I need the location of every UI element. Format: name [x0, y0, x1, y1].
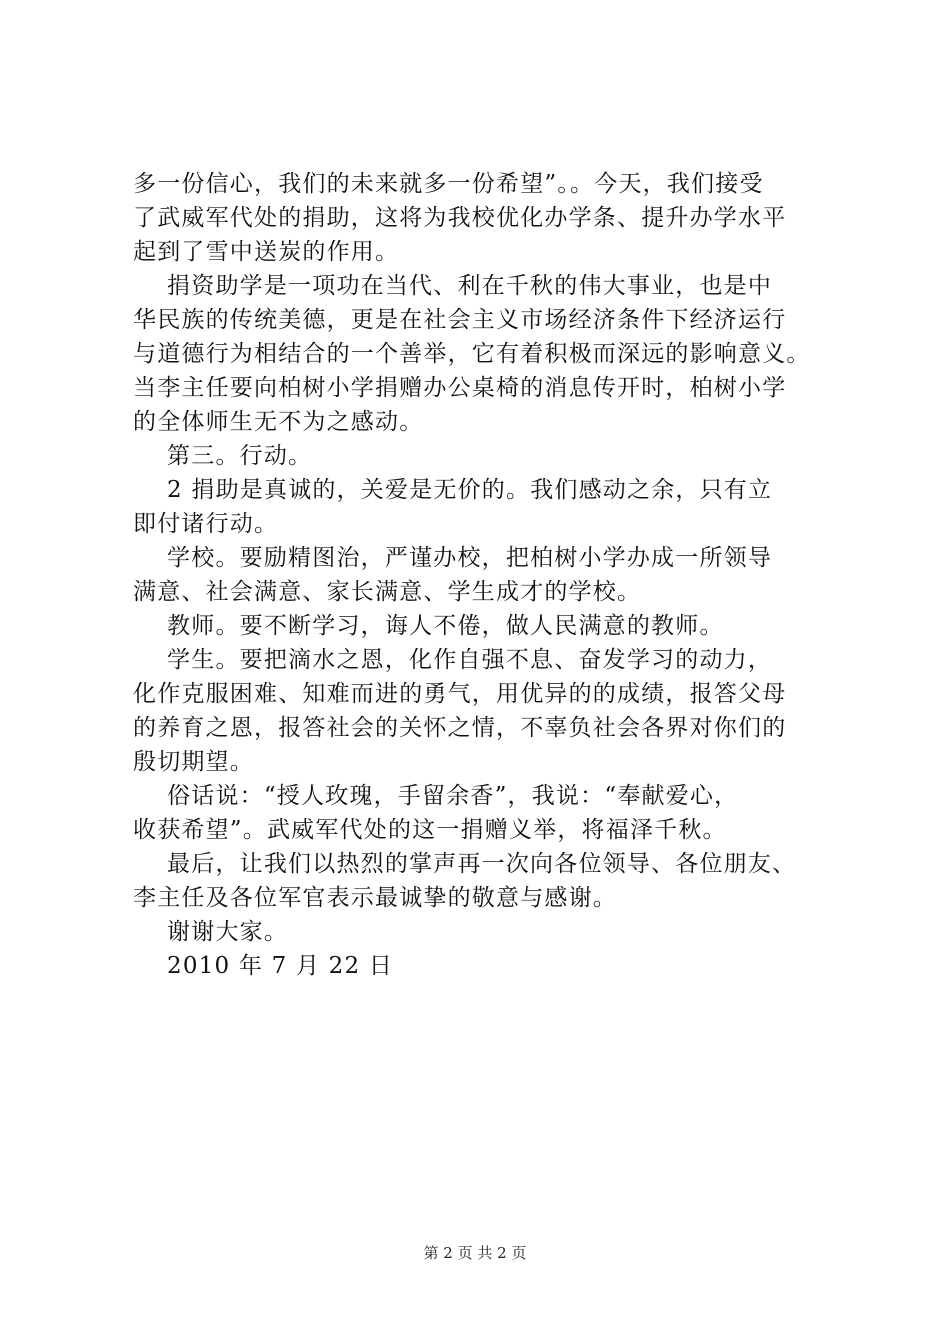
text-line: 教师。要不断学习，诲人不倦，做人民满意的教师。	[133, 613, 724, 639]
text-line: 当李主任要向柏树小学捐赠办公桌椅的消息传开时，柏树小学	[133, 375, 787, 401]
text-line: 化作克服困难、知难而进的勇气，用优异的的成绩，报答父母	[133, 681, 787, 707]
date-line: 2010 年 7 月 22 日	[133, 953, 394, 979]
text-line: 最后，让我们以热烈的掌声再一次向各位领导、各位朋友、	[133, 851, 797, 877]
text-line: 2 捐助是真诚的，关爱是无价的。我们感动之余，只有立	[133, 477, 773, 503]
text-line: 满意、社会满意、家长满意、学生成才的学校。	[133, 579, 642, 605]
text-line: 殷切期望。	[133, 749, 254, 775]
text-line: 收获希望”。武威军代处的这一捐赠义举，将福泽千秋。	[133, 817, 727, 843]
text-line: 华民族的传统美德，更是在社会主义市场经济条件下经济运行	[133, 307, 787, 333]
text-line: 的养育之恩，报答社会的关怀之情，不辜负社会各界对你们的	[133, 715, 787, 741]
text-line: 李主任及各位军官表示最诚挚的敬意与感谢。	[133, 885, 617, 911]
text-line: 的全体师生无不为之感动。	[133, 409, 424, 435]
text-line: 学生。要把滴水之恩，化作自强不息、奋发学习的动力，	[133, 647, 773, 673]
text-line: 学校。要励精图治，严谨办校，把柏树小学办成一所领导	[133, 545, 773, 571]
section-heading: 第三。行动。	[133, 443, 313, 469]
text-line: 即付诸行动。	[133, 511, 279, 537]
closing-line: 谢谢大家。	[133, 919, 289, 945]
text-line: 多一份信心，我们的未来就多一份希望”。。今天，我们接受	[133, 171, 764, 197]
page-number-footer: 第 2 页 共 2 页	[423, 1244, 527, 1262]
text-line: 了武威军代处的捐助，这将为我校优化办学条、提升办学水平	[133, 205, 787, 231]
text-line: 起到了雪中送炭的作用。	[133, 239, 400, 265]
text-line: 俗话说：“授人玫瑰，手留余香”，我说：“奉献爱心，	[133, 783, 739, 809]
document-body	[133, 167, 833, 983]
text-line: 捐资助学是一项功在当代、利在千秋的伟大事业，也是中	[133, 273, 773, 299]
text-line: 与道德行为相结合的一个善举，它有着积极而深远的影响意义。	[133, 341, 811, 367]
